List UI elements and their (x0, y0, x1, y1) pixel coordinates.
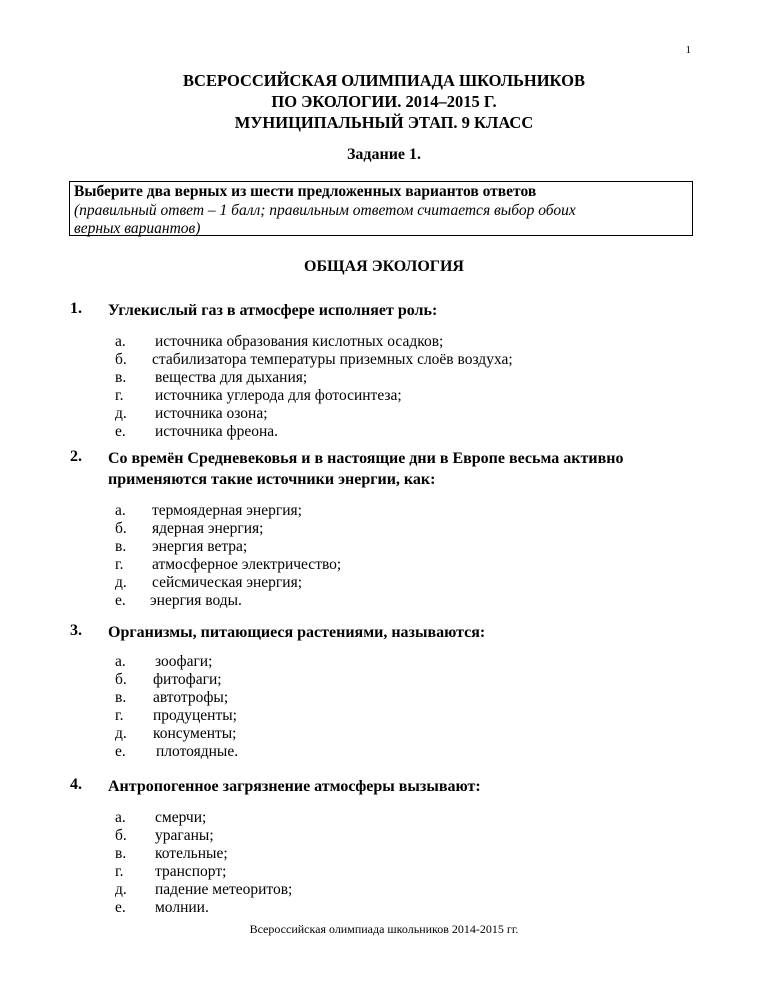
question-text-line: Углекислый газ в атмосфере исполняет роль: (108, 302, 438, 319)
option-text: источника углерода для фотосинтеза; (155, 387, 402, 404)
instructions-box (69, 181, 693, 236)
option-letter: г. (115, 556, 124, 573)
option-text: источника озона; (155, 405, 268, 422)
option-letter: г. (115, 707, 124, 724)
option-text: фитофаги; (153, 671, 222, 688)
option-letter: б. (115, 827, 127, 844)
question-number: 1. (70, 300, 82, 317)
question-text-line: Антропогенное загрязнение атмосферы вызывают: (108, 778, 481, 795)
instructions-note-line-1: (правильный ответ – 1 балл; правильным ответом считается выбор обоих (74, 201, 576, 219)
option-letter: в. (115, 689, 127, 706)
option-letter: д. (115, 405, 127, 422)
option-letter: б. (115, 351, 127, 368)
option-letter: в. (115, 369, 127, 386)
option-text: зоофаги; (155, 653, 213, 670)
instructions-main: Выберите два верных из шести предложенных вариантов ответов (74, 183, 537, 200)
question-text (108, 448, 708, 490)
document-header (0, 70, 768, 133)
option-text: транспорт; (155, 863, 227, 880)
option-letter: е. (115, 743, 126, 760)
option-text: сейсмическая энергия; (152, 574, 303, 591)
option-letter: г. (115, 863, 124, 880)
option-text: ядерная энергия; (152, 520, 264, 537)
option-letter: а. (115, 333, 126, 350)
option-letter: е. (115, 592, 126, 609)
page-footer: Всероссийская олимпиада школьников 2014-2015 гг. (249, 922, 519, 936)
option-text: молнии. (155, 899, 209, 916)
question-text (108, 776, 708, 797)
option-text: атмосферное электричество; (152, 556, 342, 573)
option-text: автотрофы; (153, 689, 229, 706)
option-letter: б. (115, 671, 127, 688)
option-text: продуценты; (153, 707, 237, 724)
option-text: котельные; (155, 845, 228, 862)
option-text: источника образования кислотных осадков; (155, 333, 444, 350)
page-number: 1 (685, 44, 691, 56)
option-text: термоядерная энергия; (152, 502, 302, 519)
header-line-1: ВСЕРОССИЙСКАЯ ОЛИМПИАДА ШКОЛЬНИКОВ (183, 71, 585, 90)
header-line-2: ПО ЭКОЛОГИИ. 2014–2015 Г. (271, 92, 497, 111)
option-text: стабилизатора температуры приземных слоёв воздуха; (152, 351, 513, 368)
option-letter: а. (115, 502, 126, 519)
option-letter: д. (115, 725, 127, 742)
option-letter: е. (115, 423, 126, 440)
option-letter: а. (115, 809, 126, 826)
question-text-line: применяются такие источники энергии, как: (108, 471, 436, 488)
option-letter: б. (115, 520, 127, 537)
option-text: источника фреона. (155, 423, 279, 440)
option-text: ураганы; (155, 827, 214, 844)
option-letter: а. (115, 653, 126, 670)
option-text: плотоядные. (156, 743, 239, 760)
header-line-3: МУНИЦИПАЛЬНЫЙ ЭТАП. 9 КЛАСС (234, 113, 534, 132)
question-number: 3. (70, 622, 82, 639)
option-text: энергия воды. (150, 592, 242, 609)
question-text (108, 622, 708, 643)
option-letter: е. (115, 899, 126, 916)
question-text-line: Со времён Средневековья и в настоящие дни в Европе весьма активно (108, 450, 624, 467)
option-letter: д. (115, 881, 127, 898)
option-text: вещества для дыхания; (155, 369, 308, 386)
question-number: 4. (70, 776, 82, 793)
task-title: Задание 1. (346, 146, 422, 163)
instructions-note-line-2: верных вариантов) (74, 220, 201, 237)
option-letter: в. (115, 845, 127, 862)
option-text: консументы; (153, 725, 237, 742)
option-text: энергия ветра; (152, 538, 248, 555)
question-text-line: Организмы, питающиеся растениями, называются: (108, 624, 486, 641)
option-text: падение метеоритов; (155, 881, 293, 898)
section-title: ОБЩАЯ ЭКОЛОГИЯ (304, 258, 464, 275)
question-number: 2. (70, 448, 82, 465)
option-letter: д. (115, 574, 127, 591)
question-text (108, 300, 708, 321)
option-letter: в. (115, 538, 127, 555)
option-letter: г. (115, 387, 124, 404)
option-text: смерчи; (155, 809, 207, 826)
